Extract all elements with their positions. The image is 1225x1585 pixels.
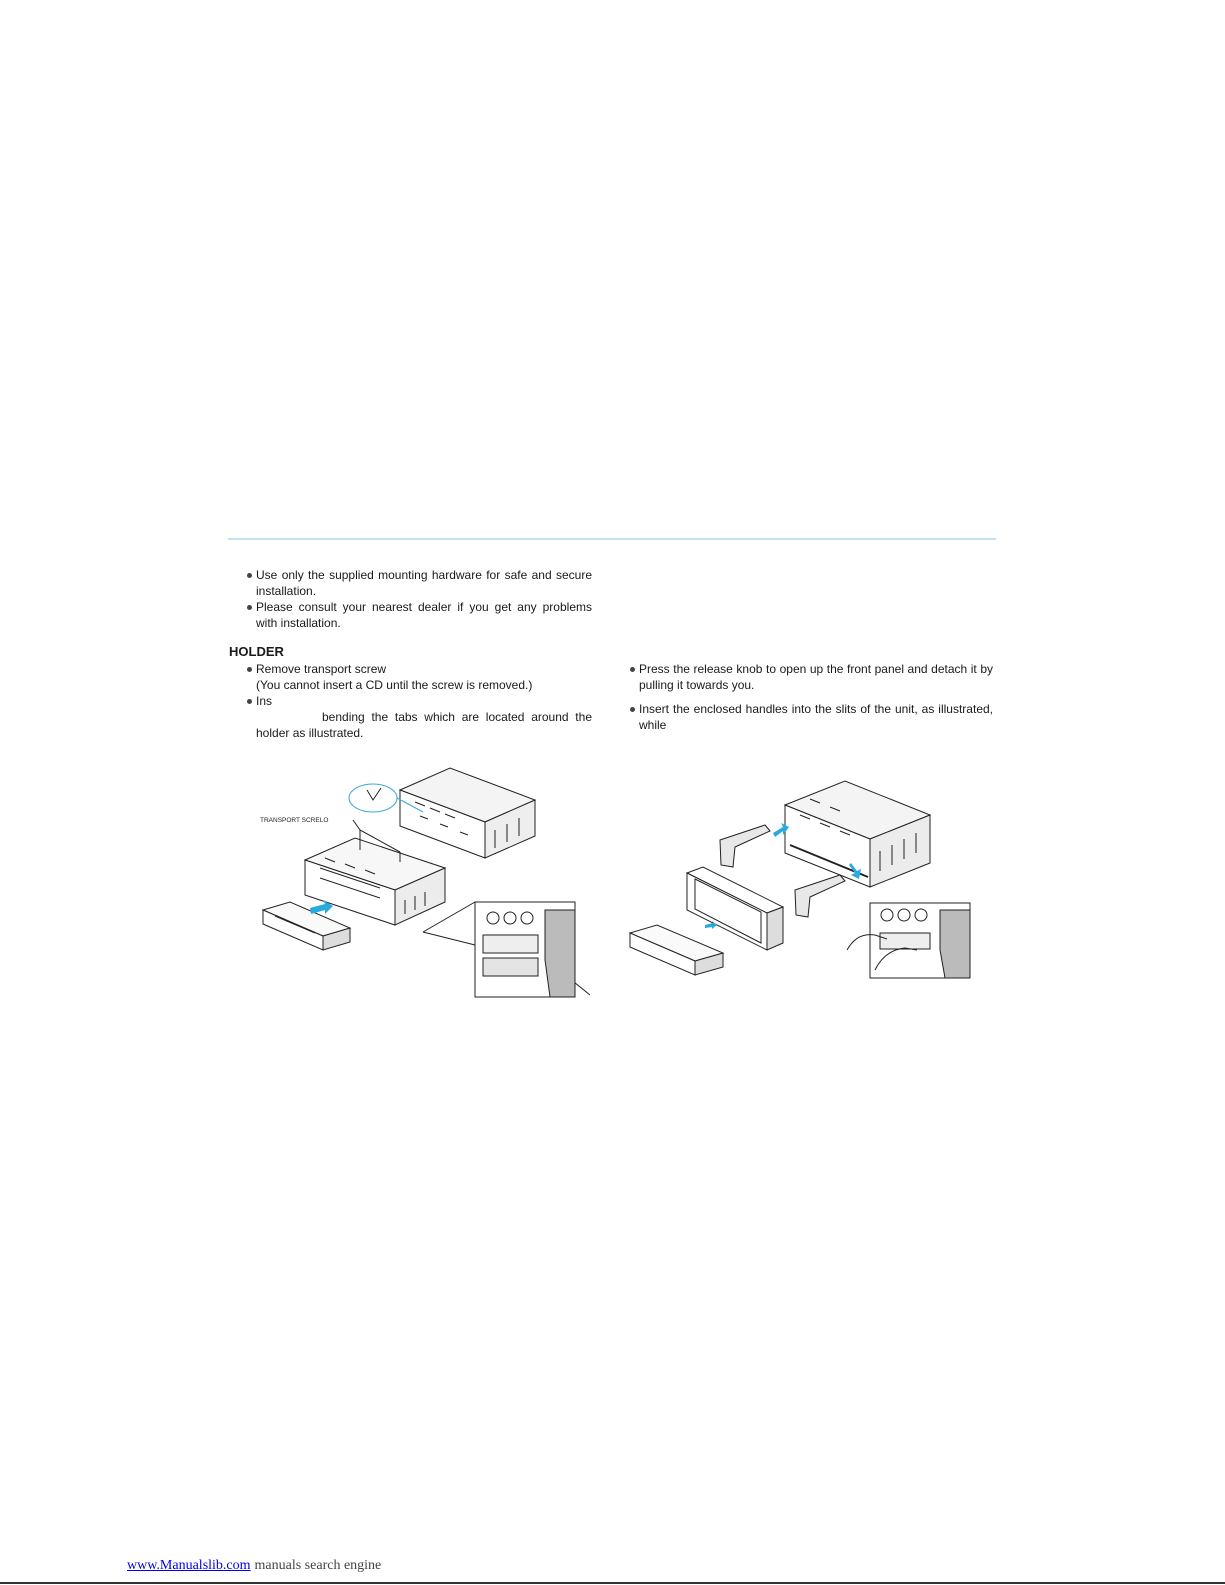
holder-instructions [232, 661, 592, 741]
bullet-icon [247, 667, 252, 672]
instruction-item: Ins [232, 693, 592, 709]
instruction-item: Insert the enclosed handles into the slits of the unit, as illustrated, while [615, 701, 993, 733]
notes-block [232, 567, 592, 631]
bullet-icon [247, 699, 252, 704]
front-panel-drawing [263, 902, 350, 950]
dashboard-with-hands-drawing [847, 903, 970, 978]
front-panel-drawing [630, 925, 723, 975]
detail-callout [349, 784, 397, 812]
holder-installation-illustration [245, 760, 590, 1005]
removal-instructions [615, 661, 993, 733]
footer [127, 1558, 381, 1574]
instruction-item: Remove transport screw [232, 661, 592, 677]
dashboard-drawing [423, 902, 590, 997]
instruction-note: (You cannot insert a CD until the screw is removed.) [256, 678, 533, 692]
note-item: Use only the supplied mounting hardware for safe and secure installation. [232, 567, 592, 599]
page-bottom-rule [0, 1582, 1225, 1584]
instruction-item: Press the release knob to open up the front panel and detach it by pulling it towards you. [615, 661, 993, 693]
note-item: Please consult your nearest dealer if you get any problems with installation. [232, 599, 592, 631]
footer-tagline: manuals search engine [254, 1558, 382, 1573]
removal-illustration [625, 775, 975, 990]
transport-screw-label: TRANSPORT SCRELO [260, 817, 329, 824]
holder-heading: HOLDER [229, 644, 284, 659]
bullet-icon [630, 667, 635, 672]
instruction-continuation: bending the tabs which are located around the holder as illustrated. [256, 710, 592, 740]
bullet-icon [247, 605, 252, 610]
manualslib-link[interactable]: www.Manualslib.com [127, 1558, 251, 1573]
bullet-icon [247, 573, 252, 578]
trim-frame-drawing [687, 867, 783, 950]
section-divider [228, 538, 996, 540]
mounting-sleeve-drawing [400, 768, 535, 858]
bullet-icon [630, 707, 635, 712]
